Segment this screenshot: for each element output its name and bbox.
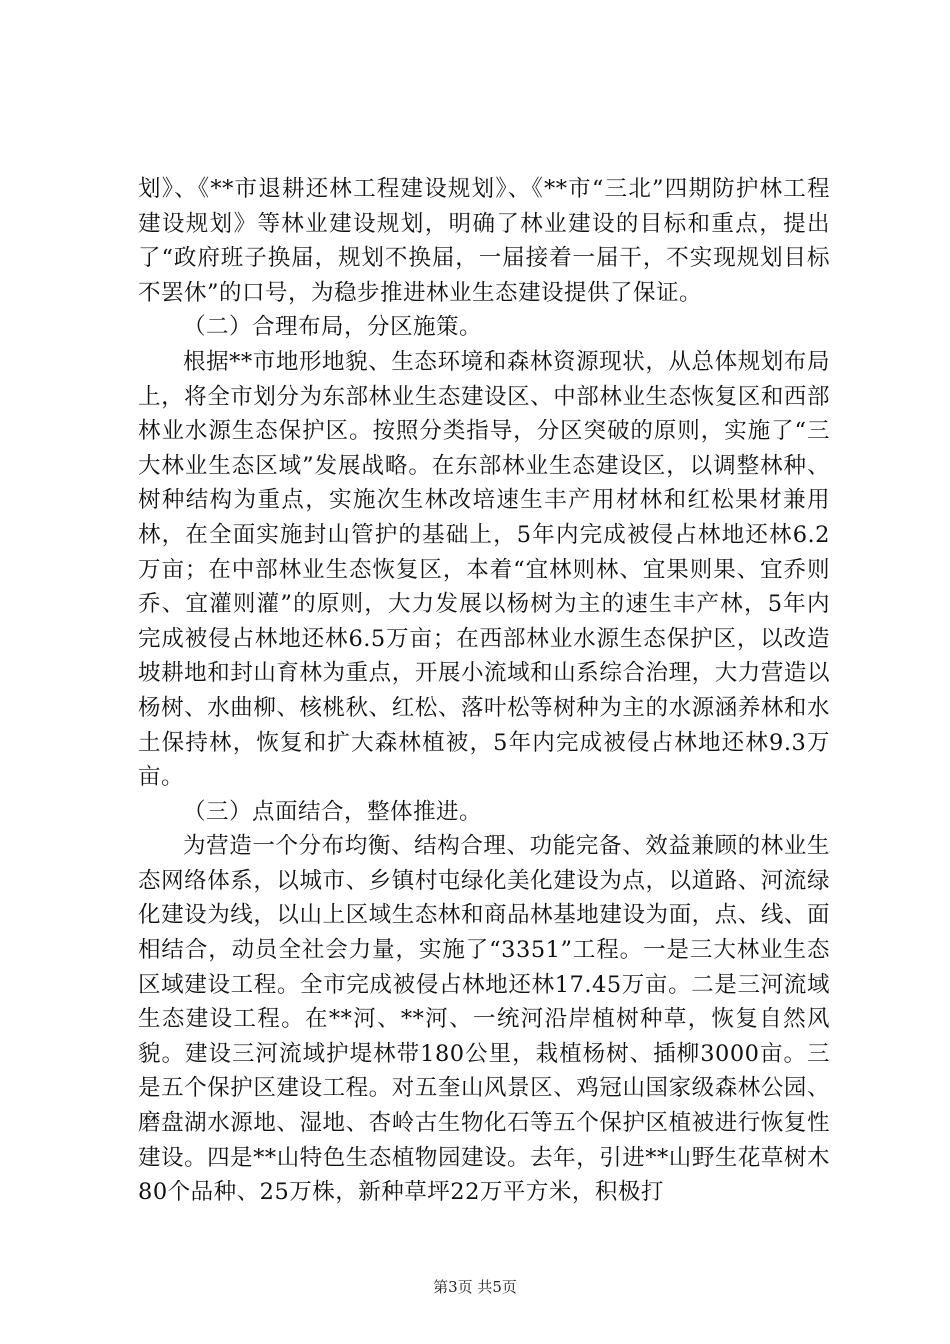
page-number-footer: 第3页 共5页: [433, 1278, 517, 1296]
paragraph-continuation: 划》、《**市退耕还林工程建设规划》、《**市“三北”四期防护林工程建设规划》等林业建设规划，明确了林业建设的目标和重点，提出了“政府班子换届，规划不换届，一届接着一届干，不实现规划目标不罢休”的口号，为稳步推进林业生态建设提供了保证。: [138, 176, 830, 306]
paragraph-layout: 根据**市地形地貌、生态环境和森林资源现状，从总体规划布局上，将全市划分为东部林业生态建设区、中部林业生态恢复区和西部林业水源生态保护区。按照分类指导，分区突破的原则，实施了“三大林业生态区域”发展战略。在东部林业生态建设区，以调整林种、树种结构为重点，实施次生林改培速生丰产用材林和红松果材兼用林，在全面实施封山管护的基础上，5年内完成被侵占林地还林6.2万亩；在中部林业生态恢复区，本着“宜林则林、宜果则果、宜乔则乔、宜灌则灌”的原则，大力发展以杨树为主的速生丰产林，5年内完成被侵占林地还林6.5万亩；在西部林业水源生态保护区，以改造坡耕地和封山育林为重点，开展小流域和山系综合治理，大力营造以杨树、水曲柳、核桃秋、红松、落叶松等树种为主的水源涵养林和水土保持林，恢复和扩大森林植被，5年内完成被侵占林地还林9.3万亩。: [138, 348, 830, 791]
paragraph-integration: 为营造一个分布均衡、结构合理、功能完备、效益兼顾的林业生态网络体系，以城市、乡镇村屯绿化美化建设为点，以道路、河流绿化建设为线，以山上区域生态林和商品林基地建设为面，点、线、面相结合，动员全社会力量，实施了“3351”工程。一是三大林业生态区域建设工程。全市完成被侵占林地还林17.45万亩。二是三河流域生态建设工程。在**河、**河、一统河沿岸植树种草，恢复自然风貌。建设三河流域护堤林带180公里，栽植杨树、插柳3000亩。三是五个保护区建设工程。对五奎山风景区、鸡冠山国家级森林公园、磨盘湖水源地、湿地、杏岭古生物化石等五个保护区植被进行恢复性建设。四是**山特色生态植物园建设。去年，引进**山野生花草树木80个品种、25万株，新种草坪22万平方米，积极打: [138, 833, 830, 1206]
document-body: [138, 172, 830, 1210]
section-heading-2: （二）合理布局，分区施策。: [183, 314, 483, 341]
section-heading-3: （三）点面结合，整体推进。: [183, 798, 483, 825]
